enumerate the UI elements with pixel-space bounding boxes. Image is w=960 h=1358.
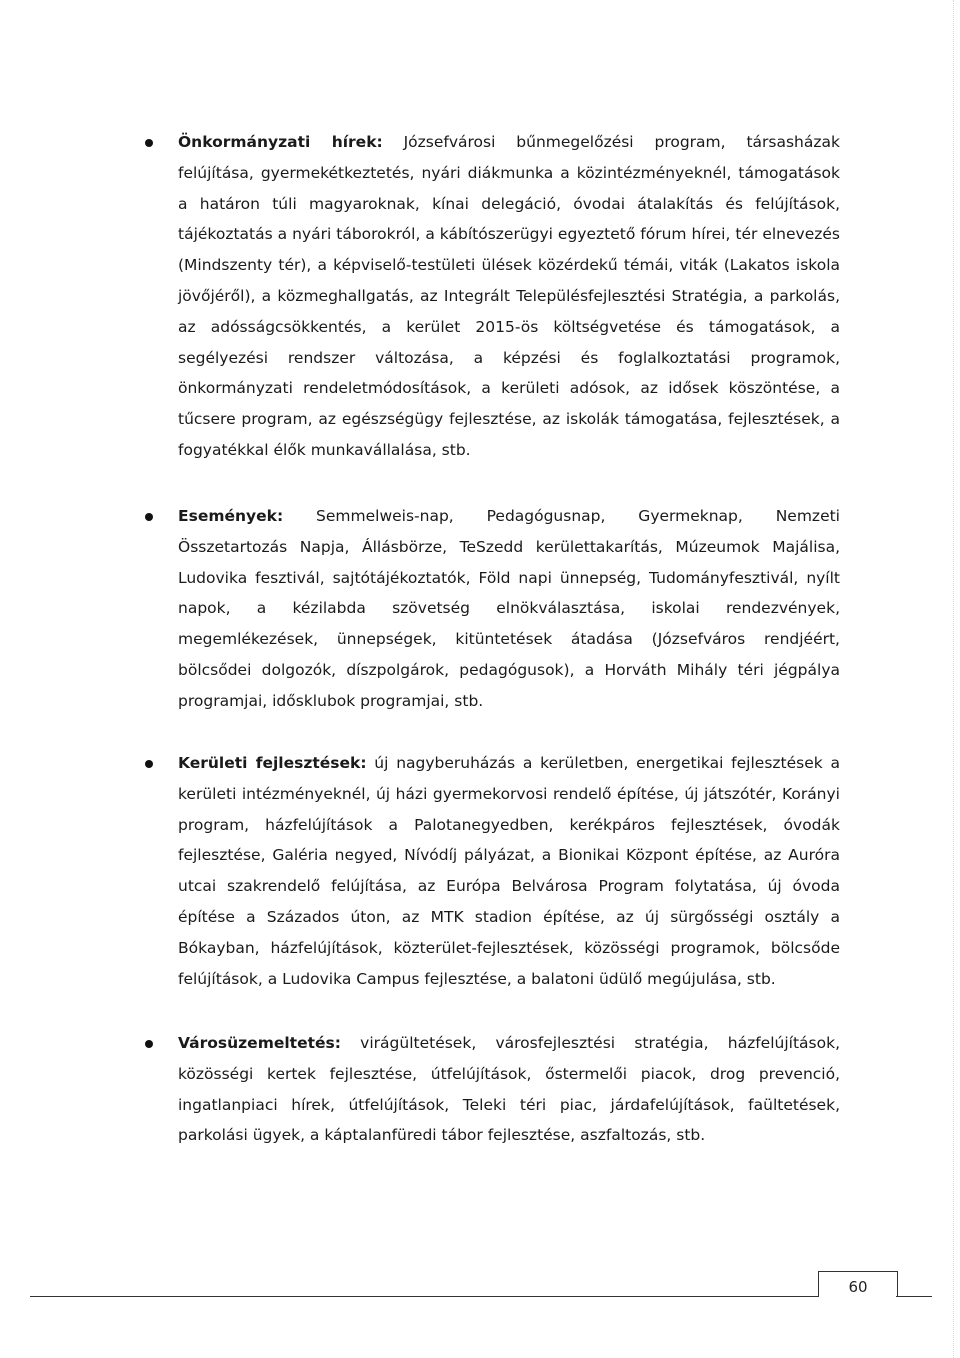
paragraph	[178, 501, 840, 717]
list-item	[178, 1028, 840, 1151]
paragraph	[178, 1028, 840, 1151]
bullet-icon	[145, 513, 153, 521]
section-text: Józsefvárosi bűnmegelőzési program, társasházak felújítása, gyermekétkeztetés, nyári diákmunka a közintézményeknél, támogatások a határon túli magyaroknak, kínai delegáció, óvodai átalakítás és felújítások, tájékoztatás a nyári táborokról, a kábítószerügyi egyeztető fórum hírei, tér elnevezés (Mindszenty tér), a képviselő-testületi ülések közérdekű témái, viták (Lakatos iskola jövőjéről), a közmeghallgatás, az Integrált Településfejlesztési Stratégia, a parkolás, az adósságcsökkentés, a kerület 2015-ös költségvetése és támogatások, a segélyezési rendszer változása, a képzési és foglalkoztatási programok, önkormányzati rendeletmódosítások, a kerületi adósok, az idősek köszöntése, a tűcsere program, az egészségügy fejlesztése, az iskolák támogatása, fejlesztések, a fogyatékkal élők munkavállalása, stb.	[178, 133, 840, 459]
section-term: Önkormányzati hírek:	[178, 133, 383, 151]
section-text: új nagyberuházás a kerületben, energetikai fejlesztések a kerületi intézményeknél, új házi gyermekorvosi rendelő építése, új játszótér, Korányi program, házfelújítások a Palotanegyedben, kerékpáros fejlesztések, óvodák fejlesztése, Galéria negyed, Nívódíj pályázat, a Bionikai Központ építése, az Auróra utcai szakrendelő felújítása, az Európa Belvárosa Program folytatása, új óvoda építése a Százados úton, az MTK stadion építése, az új sürgősségi osztály a Bókayban, házfelújítások, közterület-fejlesztések, közösségi programok, bölcsőde felújítások, a Ludovika Campus fejlesztése, a balatoni üdülő megújulása, stb.	[178, 754, 840, 988]
scan-edge-divider	[953, 0, 954, 1358]
page-number: 60	[848, 1278, 868, 1296]
section-term: Városüzemeltetés:	[178, 1034, 341, 1052]
paragraph	[178, 748, 840, 994]
bullet-icon	[145, 1040, 153, 1048]
section-text: Semmelweis-nap, Pedagógusnap, Gyermeknap, Nemzeti Összetartozás Napja, Állásbörze, TeSzedd kerülettakarítás, Múzeumok Majálisa, Ludovika fesztivál, sajtótájékoztatók, Föld napi ünnepség, Tudományfesztivál, nyílt napok, a kézilabda szövetség elnökválasztása, iskolai rendezvények, megemlékezések, ünnepségek, kitüntetések átadása (Józsefváros rendjéért, bölcsődei dolgozók, díszpolgárok, pedagógusok), a Horváth Mihály téri jégpálya programjai, idősklubok programjai, stb.	[178, 507, 840, 710]
section-term: Események:	[178, 507, 284, 525]
paragraph	[178, 127, 840, 466]
page-number-box	[818, 1271, 898, 1297]
list-item	[178, 748, 840, 994]
list-item	[178, 127, 840, 466]
bullet-icon	[145, 760, 153, 768]
section-term: Kerületi fejlesztések:	[178, 754, 367, 772]
footer-rule-left	[30, 1296, 818, 1297]
section-text: virágültetések, városfejlesztési stratégia, házfelújítások, közösségi kertek fejlesztése, útfelújítások, őstermelői piacok, drog prevenció, ingatlanpiaci hírek, útfelújítások, Teleki téri piac, járdafelújítások, faültetések, parkolási ügyek, a káptalanfüredi tábor fejlesztése, aszfaltozás, stb.	[178, 1034, 840, 1145]
footer-rule-right	[896, 1296, 932, 1297]
list-item	[178, 501, 840, 717]
bullet-icon	[145, 139, 153, 147]
